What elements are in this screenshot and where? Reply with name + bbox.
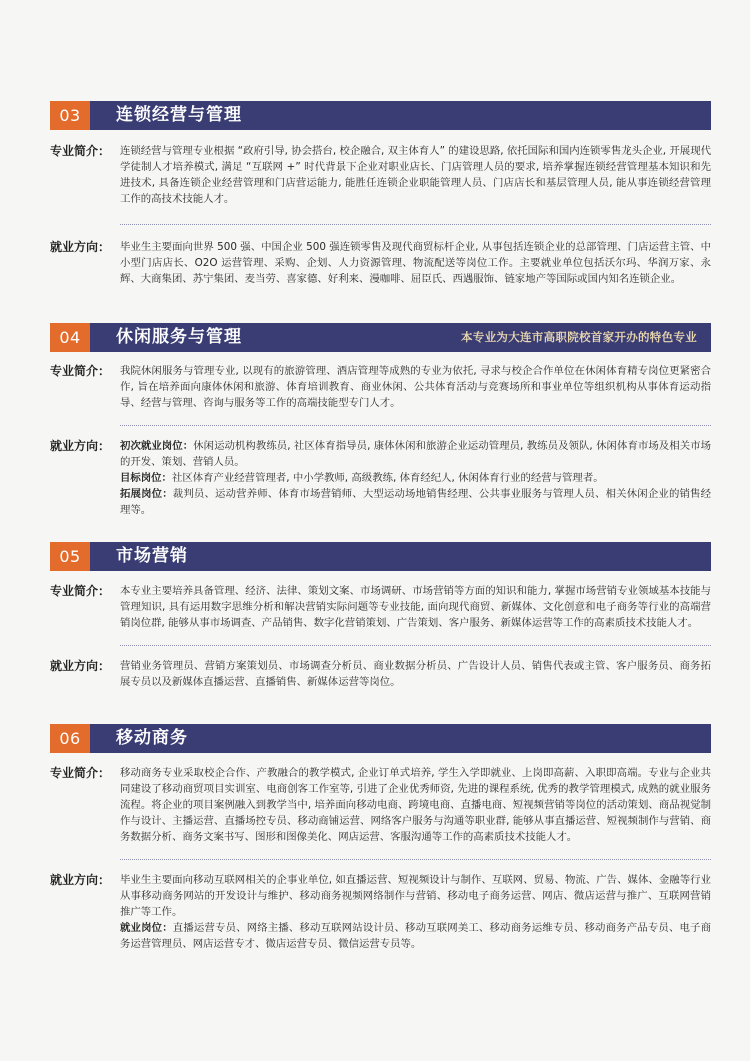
- section-title: 市场营销: [116, 546, 188, 566]
- intro-label: 专业简介：: [50, 584, 111, 598]
- career-row: [50, 658, 711, 690]
- career-item-key: 拓展岗位：: [120, 488, 173, 500]
- intro-text: 移动商务专业采取校企合作、产教融合的教学模式, 企业订单式培养, 学生入学即就业、上岗即高薪、入职即高端。专业与企业共同建设了移动商贸项目实训室、电商创客工作室等, 引进了企业优秀师资, 先进的课程系统, 优秀的教学管理模式, 成熟的就业服务流程。将企业的项目案例融入到教学当中, 培养面向移动电商、跨境电商、直播电商、短视频营销等岗位的活动策划、商品视觉制作与设计、主播运营、直播场控专员、移动商铺运营、网络客户服务与沟通等职业群, 能够从事直播运营、短视频制作与营销、商务数据分析、商务文案书写、图形和图像美化、网店运营、客服沟通等工作的高素质技术技能人才。: [120, 767, 711, 843]
- career-item: [120, 470, 711, 486]
- career-item-value: 直播运营专员、网络主播、移动互联网站设计员、移动互联网美工、移动商务运维专员、移动商务产品专员、电子商务运营管理员、网店运营专才、微店运营专员、微信运营专员等。: [120, 922, 712, 950]
- section-title-bar: [90, 323, 711, 352]
- career-item: [120, 920, 711, 952]
- divider: [120, 224, 711, 225]
- intro-row: [50, 583, 711, 631]
- career-item: [120, 438, 711, 470]
- intro-text: 本专业主要培养具备管理、经济、法律、策划文案、市场调研、市场营销等方面的知识和能力, 掌握市场营销专业领域基本技能与管理知识, 具有运用数字思维分析和解决营销实际问题等专业技能, 面向现代商贸、新媒体、文化创意和电子商务等行业的高端营销岗位群, 能够从事市场调查、产品销售、数字化营销策划、广告策划、客户服务、新媒体运营等工作的高素质技术技能人才。: [120, 585, 711, 629]
- section-header: [50, 542, 711, 571]
- career-item-value: 裁判员、运动营养师、体育市场营销师、大型运动场地销售经理、公共事业服务与管理人员、相关休闲企业的销售经理等。: [120, 488, 712, 516]
- section-title-bar: [90, 724, 711, 753]
- career-item-key: 初次就业岗位：: [120, 440, 194, 452]
- career-list: [120, 872, 711, 952]
- intro-label: 专业简介：: [50, 364, 111, 378]
- section-header: [50, 724, 711, 753]
- section-title: 休闲服务与管理: [116, 327, 242, 347]
- section-title: 连锁经营与管理: [116, 105, 242, 125]
- divider: [120, 645, 711, 646]
- section-03: [50, 101, 711, 287]
- divider: [120, 425, 711, 426]
- section-06: [50, 724, 711, 952]
- intro-row: [50, 143, 711, 207]
- career-label: 就业方向：: [50, 873, 111, 887]
- career-list: [120, 438, 711, 518]
- career-item-key: 目标岗位：: [120, 472, 172, 484]
- career-label: 就业方向：: [50, 439, 111, 453]
- career-item: [120, 486, 711, 518]
- career-row: [50, 872, 711, 952]
- section-number: 05: [50, 542, 90, 571]
- section-header: [50, 101, 711, 130]
- section-header: [50, 323, 711, 352]
- career-label: 就业方向：: [50, 240, 111, 254]
- career-item-key: 就业岗位：: [120, 922, 173, 934]
- divider: [120, 859, 711, 860]
- intro-row: [50, 363, 711, 411]
- career-item-value: 社区体育产业经营管理者, 中小学教师, 高级教练, 体育经纪人, 休闲体育行业的经营与管理者。: [171, 472, 604, 484]
- section-title-bar: [90, 542, 711, 571]
- section-05: [50, 542, 711, 690]
- career-text: 营销业务管理员、营销方案策划员、市场调查分析员、商业数据分析员、广告设计人员、销售代表或主管、客户服务员、商务拓展专员以及新媒体直播运营、直播销售、新媒体运营等岗位。: [120, 660, 711, 688]
- intro-row: [50, 765, 711, 845]
- section-number: 03: [50, 101, 90, 130]
- career-row: [50, 438, 711, 518]
- intro-text: 连锁经营与管理专业根据 “政府引导, 协会搭台, 校企融合, 双主体育人” 的建设思路, 依托国际和国内连锁零售龙头企业, 开展现代学徒制人才培养模式, 满足 “互联网 +” 时代背景下企业对职业店长、门店管理人员的要求, 培养掌握连锁经营管理基本知识和先进技术, 具备连锁企业经营管理和门店营运能力, 能胜任连锁企业职能管理人员、门店店长和基层管理人员, 能从事连锁经营管理工作的高技术技能人才。: [120, 145, 711, 205]
- career-row: [50, 239, 711, 287]
- section-number: 06: [50, 724, 90, 753]
- section-title: 移动商务: [116, 728, 188, 748]
- career-label: 就业方向：: [50, 659, 111, 673]
- intro-label: 专业简介：: [50, 144, 111, 158]
- section-number: 04: [50, 323, 90, 352]
- section-tagline: 本专业为大连市高职院校首家开办的特色专业: [461, 330, 697, 344]
- intro-text: 我院休闲服务与管理专业, 以现有的旅游管理、酒店管理等成熟的专业为依托, 寻求与校企合作单位在休闲体育精专岗位更紧密合作, 旨在培养面向康体休闲和旅游、体育培训教育、商业休闲、公共体育活动与竞赛场所和事业单位等组织机构从事体育运动指导、经营与管理、咨询与服务等工作的高端技能型专门人才。: [120, 365, 711, 409]
- section-04: [50, 323, 711, 518]
- section-title-bar: [90, 101, 711, 130]
- career-text: 毕业生主要面向世界 500 强、中国企业 500 强连锁零售及现代商贸标杆企业, 从事包括连锁企业的总部管理、门店运营主管、中小型门店店长、O2O 运营管理、采购、企划、人力资源管理、物流配送等岗位工作。主要就业单位包括沃尔玛、华润万家、永辉、大商集团、苏宁集团、麦当劳、喜家德、好利来、漫咖啡、屈臣氏、西遇服饰、链家地产等国际或国内知名连锁企业。: [120, 241, 711, 285]
- career-item-value: 休闲运动机构教练员, 社区体育指导员, 康体休闲和旅游企业运动管理员, 教练员及领队, 休闲体育市场及相关市场的开发、策划、营销人员。: [120, 440, 712, 468]
- career-text: 毕业生主要面向移动互联网相关的企事业单位, 如直播运营、短视频设计与制作、互联网、贸易、物流、广告、媒体、金融等行业从事移动商务网站的开发设计与维护、移动商务视频网络制作与营销、移动电子商务运营、网店、微店运营与推广、互联网营销推广等工作。: [120, 874, 711, 918]
- intro-label: 专业简介：: [50, 766, 111, 780]
